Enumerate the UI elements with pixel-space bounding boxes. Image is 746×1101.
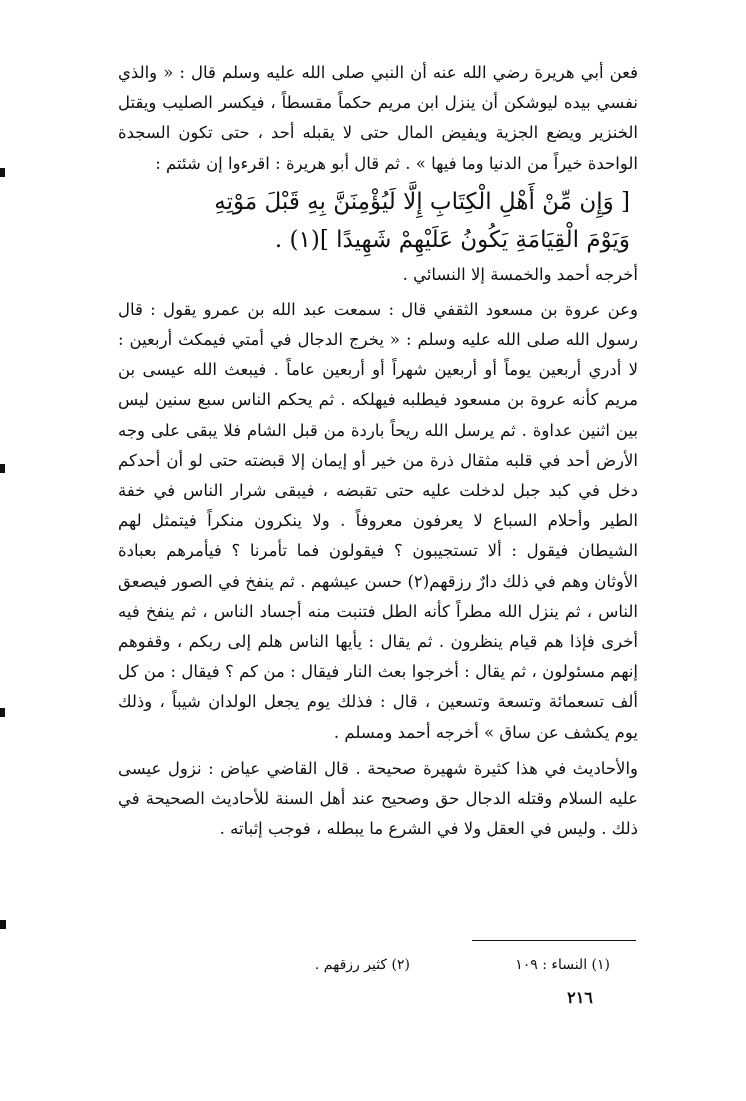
binding-mark-4	[0, 920, 6, 929]
quran-line-2: وَيَوْمَ الْقِيَامَةِ يَكُونُ عَلَيْهِمْ شَهِيدًا ](١) .	[274, 226, 630, 253]
hadith-source: أخرجه أحمد والخمسة إلا النسائي .	[402, 264, 638, 284]
page-body	[118, 58, 638, 844]
footnote-1: (١) النساء : ١٠٩	[515, 957, 610, 973]
paragraph-3: والأحاديث في هذا كثيرة شهيرة صحيحة . قال القاضي عياض : نزول عيسى عليه السلام وقتله الدجال حق وصحيح عند أهل السنة للأحاديث الصحيحة في ذلك . وليس في العقل ولا في الشرع ما يبطله ، فوجب إثباته .	[118, 758, 638, 839]
quran-line-1: [ وَإِن مِّنْ أَهْلِ الْكِتَابِ إِلَّا لَيُؤْمِنَنَّ بِهِ قَبْلَ مَوْتِهِ	[214, 188, 630, 215]
binding-mark-2	[0, 464, 5, 473]
quran-verse	[118, 183, 638, 259]
binding-mark-1	[0, 168, 5, 177]
paragraph-1: فعن أبي هريرة رضي الله عنه أن النبي صلى الله عليه وسلم قال : « والذي نفسي بيده ليوشكن أن ينزل ابن مريم حكماً مقسطاً ، فيكسر الصليب ويقتل الخنزير ويضع الجزية ويفيض المال حتى لا يقبله أحد ، حتى تكون السجدة الواحدة خيراً من الدنيا وما فيها » . ثم قال أبو هريرة : اقرءوا إن شئتم :	[118, 63, 638, 173]
paragraph-2: وعن عروة بن مسعود الثقفي قال : سمعت عبد الله بن عمرو يقول : قال رسول الله صلى الله عليه وسلم : « يخرج الدجال في أمتي فيمكث أربعين : لا أدري أربعين يوماً أو أربعين شهراً أو أربعين عاماً . فيبعث الله عيسى بن مريم كأنه عروة بن مسعود فيطلبه فيهلكه . ثم يحكم الناس سبع سنين ليس بين اثنين عداوة . ثم يرسل الله ريحاً باردة من قبل الشام فلا يبقى على وجه الأرض أحد في قلبه مثقال ذرة من خير أو إيمان إلا قبضته حتى لو أن أحدكم دخل في كبد جبل لدخلت عليه حتى تقبضه ، فيبقى شرار الناس في خفة الطير وأحلام السباع لا يعرفون معروفاً . ولا ينكرون منكراً فيتمثل لهم الشيطان فيقول : ألا تستجيبون ؟ فيقولون فما تأمرنا ؟ فيأمرهم بعبادة الأوثان وهم في ذلك دارٌ رزقهم(٢) حسن عيشهم . ثم ينفخ في الصور فيصعق الناس ، ثم ينزل الله مطراً كأنه الطل فتنبت منه أجساد الناس ، ثم ينفخ فيه أخرى فإذا هم قيام ينظرون . ثم يقال : يأيها الناس هلم إلى ربكم ، وقفوهم إنهم مسئولون ، ثم يقال : أخرجوا بعث النار فيقال : من كم ؟ فيقال : من كل ألف تسعمائة وتسعة وتسعين ، قال : فذلك يوم يجعل الولدان شيباً ، وذلك يوم يكشف عن ساق » أخرجه أحمد ومسلم .	[118, 299, 638, 742]
page-number: ٢١٦	[567, 988, 593, 1007]
footnote-divider	[472, 940, 636, 941]
binding-mark-3	[0, 708, 5, 717]
footnote-2: (٢) كثير رزقهم .	[314, 957, 410, 973]
